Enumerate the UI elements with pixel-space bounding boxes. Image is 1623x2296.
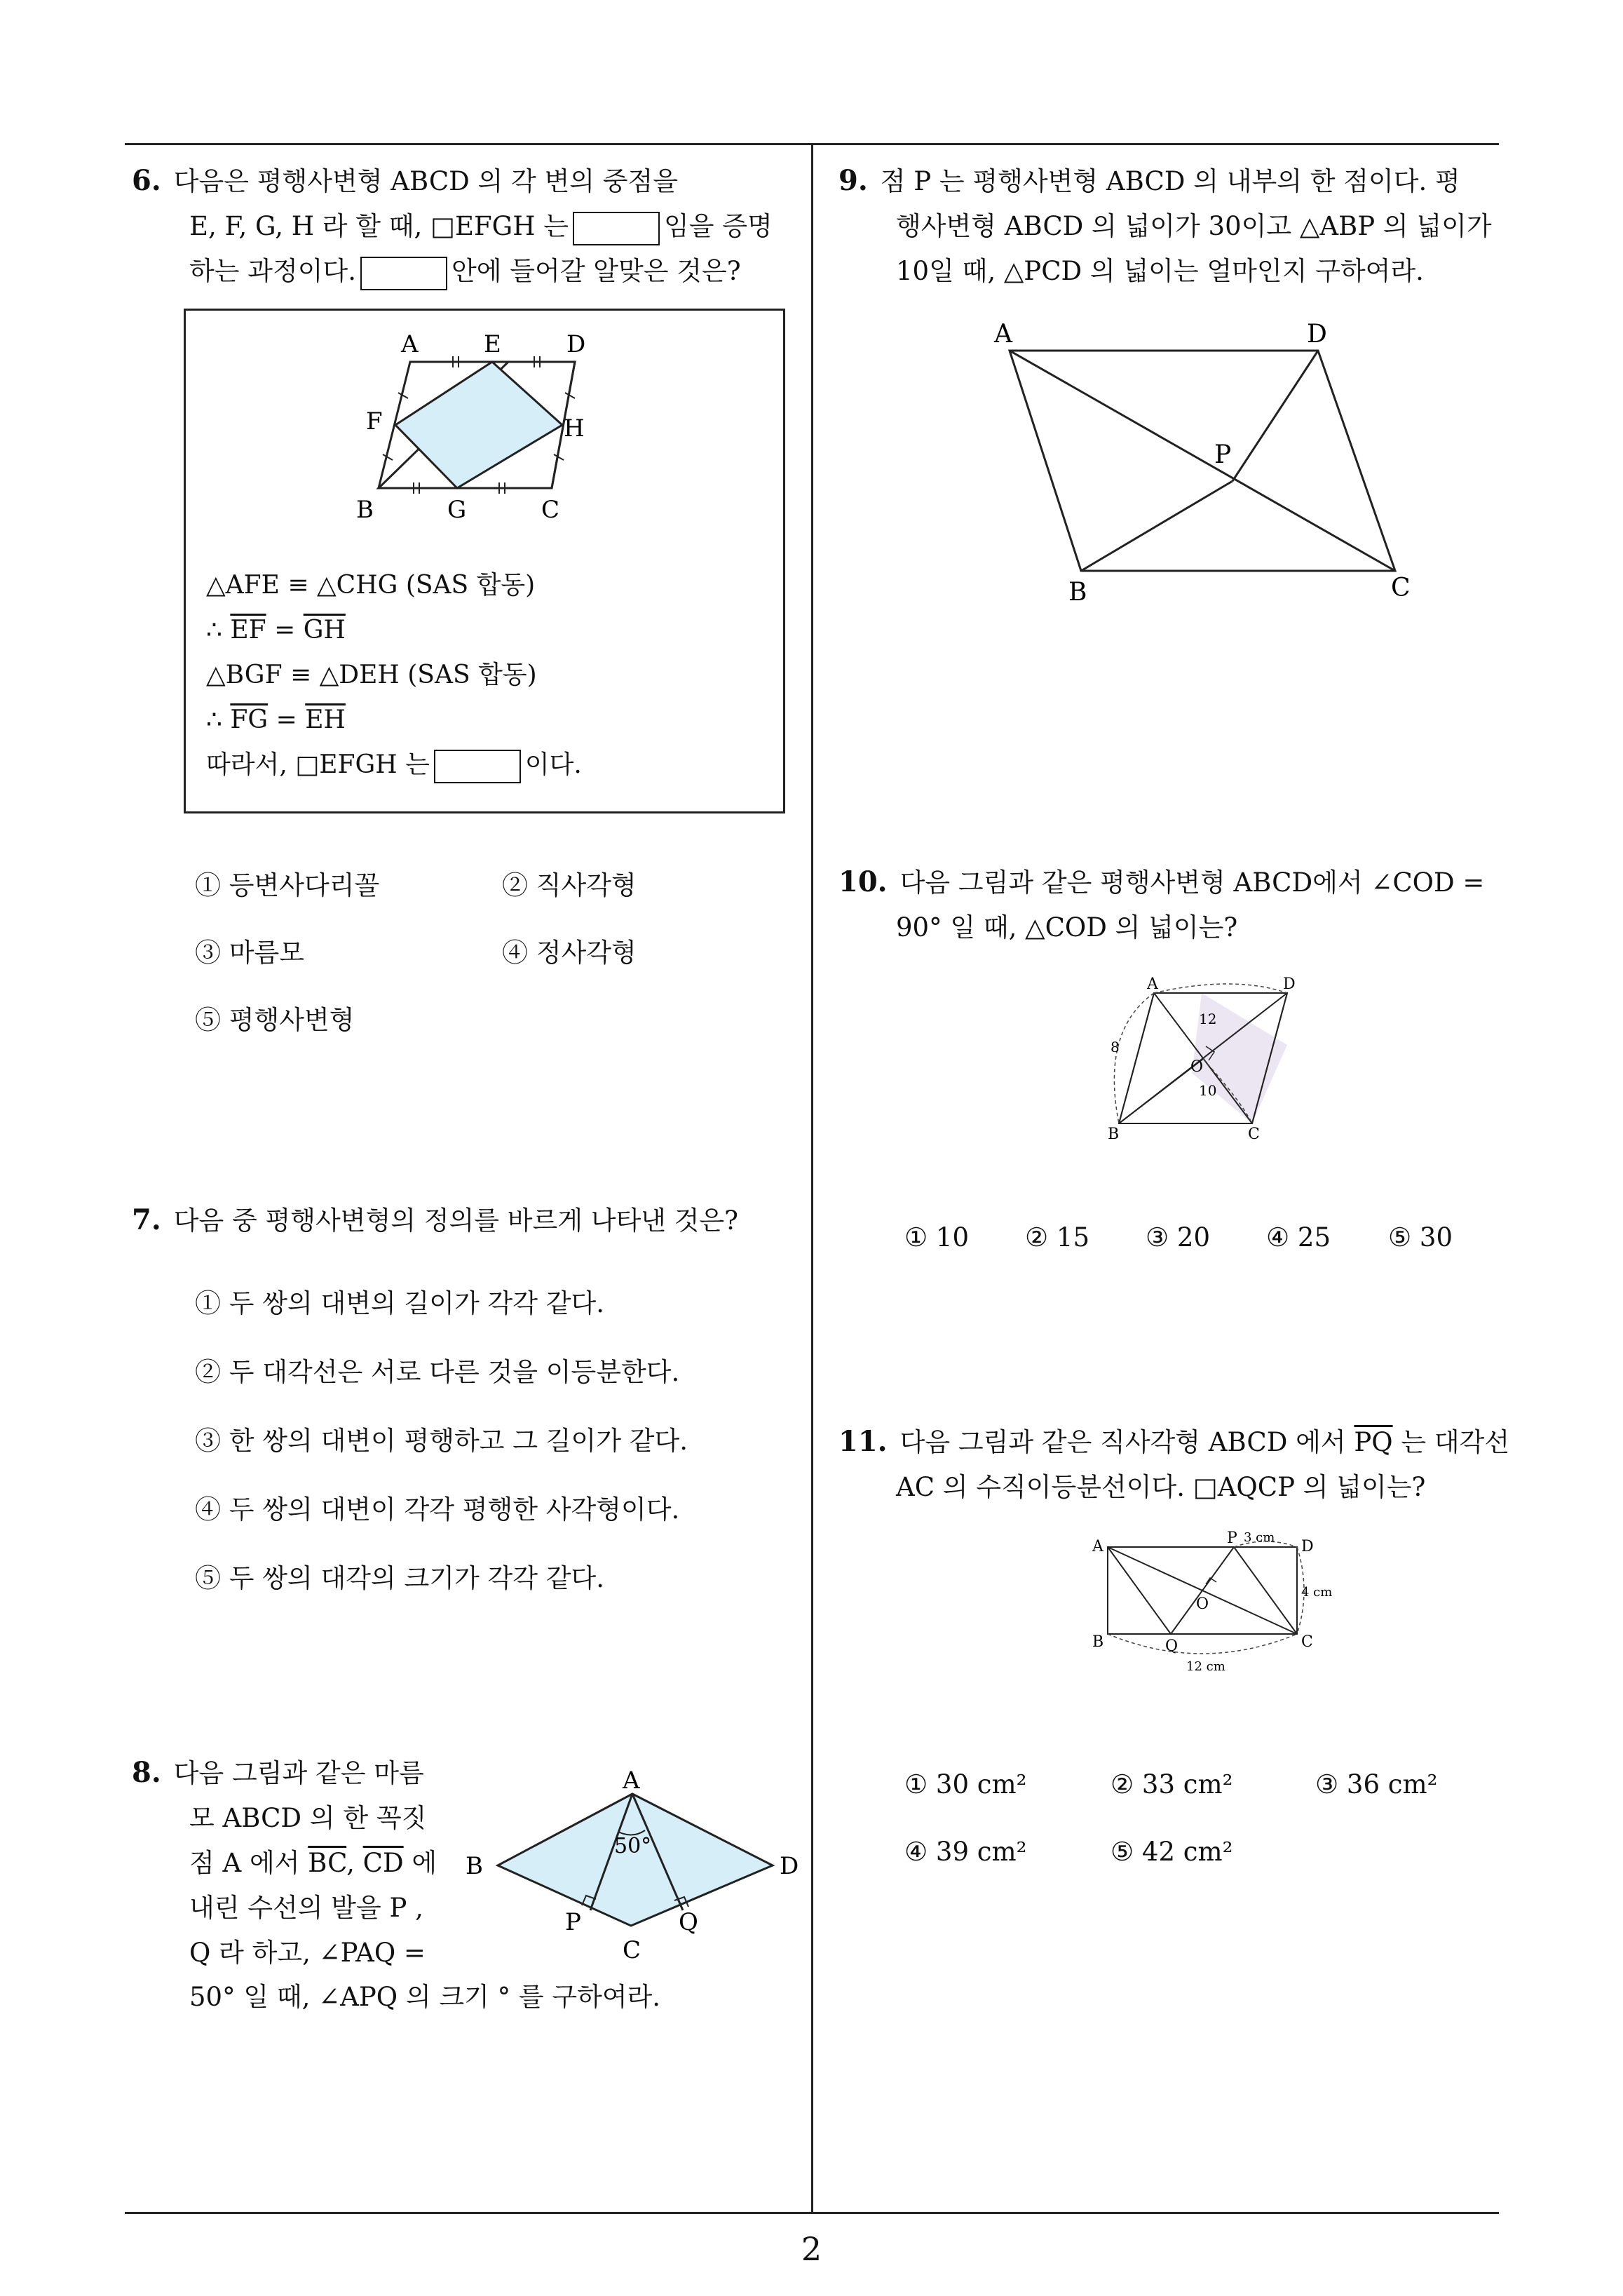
proof-line-2: ∴ $\overline{EF} = \overline{GH}$ [206,616,346,644]
label-E: E [484,330,501,358]
bottom-rule [125,2212,1499,2214]
question-number: 6. [132,164,161,197]
segment-CD: $\overline{CD}$ [362,1848,404,1878]
answer-blank [434,750,521,783]
question-text: 안에 들어갈 알맞은 것은? [451,256,741,286]
label-B: B [1108,1126,1120,1143]
question-text: 점 A 에서 [189,1848,300,1878]
rectangle-AQCP-figure [1073,1526,1339,1680]
label-F: F [366,407,383,435]
label-8: 8 [1111,1039,1120,1055]
question-11 [838,1419,1512,1510]
question-text: 10일 때, △PCD 의 넓이는 얼마인지 구하여라. [896,256,1424,286]
label-P: P [1214,440,1232,469]
q6-choice-4[interactable]: ④ 정사각형 [502,938,637,968]
q6-choice-1[interactable]: ① 등변사다리꼴 [195,870,380,900]
label-D: D [566,330,586,358]
question-text: 내린 수선의 발을 P , [189,1893,423,1923]
question-text: E, F, G, H 라 할 때, □EFGH 는 [189,211,569,241]
question-number: 10. [838,865,888,898]
question-number: 7. [132,1203,161,1236]
q7-choice-1[interactable]: ① 두 쌍의 대변의 길이가 각각 같다. [195,1288,604,1318]
label-4cm: 4 cm [1301,1585,1333,1600]
q11-choice-4[interactable]: ④ 39 cm² [904,1837,1027,1867]
label-D: D [780,1852,799,1880]
question-number: 9. [838,164,868,197]
label-Q: Q [1165,1637,1179,1655]
q11-choice-2[interactable]: ② 33 cm² [1111,1769,1233,1799]
label-Q: Q [679,1908,698,1936]
parallelogram-COD-figure [1094,968,1304,1143]
question-6 [132,158,805,294]
q10-choice-2[interactable]: ② 15 [1025,1222,1090,1252]
question-10 [838,860,1512,950]
q10-choice-1[interactable]: ① 10 [904,1222,970,1252]
q10-choice-4[interactable]: ④ 25 [1266,1222,1331,1252]
label-10: 10 [1199,1082,1217,1099]
question-text: 90° 일 때, △COD 의 넓이는? [896,912,1238,943]
question-8-last-line: 50° 일 때, ∠APQ 의 크기 ° 를 구하여라. [189,1982,661,2012]
question-text: Q 라 하고, ∠PAQ = [189,1938,426,1968]
q6-choice-2[interactable]: ② 직사각형 [502,870,637,900]
label-3cm: 3 cm [1244,1530,1275,1545]
label-B: B [1068,578,1087,607]
answer-blank [360,257,447,290]
question-text: 모 ABCD 의 한 꼭짓 [189,1803,427,1833]
q7-choice-3[interactable]: ③ 한 쌍의 대변이 평행하고 그 길이가 같다. [195,1426,688,1456]
q6-choice-5[interactable]: ⑤ 평행사변형 [195,1005,355,1035]
q7-choice-5[interactable]: ⑤ 두 쌍의 대각의 크기가 각각 같다. [195,1563,604,1593]
label-D: D [1307,320,1327,349]
label-H: H [564,414,585,443]
question-text: 다음은 평행사변형 ABCD 의 각 변의 중점을 [173,166,679,196]
question-text: 점 P 는 평행사변형 ABCD 의 내부의 한 점이다. 평 [880,166,1460,196]
parallelogram-point-P-figure [982,316,1472,617]
label-A: A [623,1767,640,1795]
segment-BC: $\overline{BC}$ [308,1848,347,1878]
label-O: O [1190,1058,1204,1076]
label-12: 12 [1199,1011,1217,1027]
label-A: A [1147,975,1158,993]
q7-choice-4[interactable]: ④ 두 쌍의 대변이 각각 평행한 사각형이다. [195,1494,680,1525]
question-text: 임을 증명 [664,211,773,241]
proof-line-1: △AFE ≡ △CHG (SAS 합동) [206,571,536,600]
proof-line-5: 따라서, □EFGH 는 이다. [206,748,582,783]
parallelogram-midpoint-figure [344,323,638,533]
question-9 [838,158,1512,294]
label-B: B [466,1852,483,1880]
label-A: A [401,330,419,358]
label-A: A [1092,1538,1103,1555]
q11-choice-3[interactable]: ③ 36 cm² [1315,1769,1438,1799]
question-text: 다음 그림과 같은 마름 [173,1758,424,1788]
label-C: C [1248,1126,1260,1143]
question-number: 11. [838,1425,888,1458]
label-A: A [994,320,1012,349]
q7-choice-2[interactable]: ② 두 대각선은 서로 다른 것을 이등분한다. [195,1357,680,1387]
question-text: 행사변형 ABCD 의 넓이가 30이고 △ABP 의 넓이가 [896,211,1492,241]
angle-label: 50° [614,1834,652,1858]
label-C: C [541,496,560,524]
label-B: B [1092,1633,1104,1651]
question-7 [132,1198,805,1243]
rhombus-figure [456,1760,820,1978]
question-number: 8. [132,1756,161,1789]
label-12cm: 12 cm [1186,1659,1225,1674]
question-text: AC 의 수직이등분선이다. □AQCP 의 넓이는? [896,1472,1426,1502]
label-D: D [1283,975,1296,993]
label-P: P [565,1908,581,1936]
proof-line-4: ∴ $\overline{FG} = \overline{EH}$ [206,705,346,734]
label-C: C [623,1936,641,1964]
question-text: , [346,1848,355,1878]
label-O: O [1196,1595,1209,1613]
q10-choice-5[interactable]: ⑤ 30 [1388,1222,1453,1252]
label-P: P [1227,1529,1237,1547]
q11-choice-5[interactable]: ⑤ 42 cm² [1111,1837,1233,1867]
label-C: C [1301,1633,1313,1651]
question-text: 에 [412,1848,437,1878]
label-C: C [1391,574,1411,602]
question-text: 다음 그림과 같은 직사각형 ABCD 에서 [899,1427,1346,1457]
answer-blank [573,212,660,245]
label-B: B [356,496,374,524]
q11-choice-1[interactable]: ① 30 cm² [904,1769,1027,1799]
question-text: 하는 과정이다. [189,256,356,286]
q6-choice-3[interactable]: ③ 마름모 [195,938,304,968]
question-text: 는 대각선 [1401,1427,1510,1457]
proof-line-3: △BGF ≡ △DEH (SAS 합동) [206,661,537,689]
label-D: D [1301,1538,1314,1555]
label-G: G [447,496,467,524]
page-number: 2 [801,2230,822,2268]
q10-choice-3[interactable]: ③ 20 [1146,1222,1211,1252]
question-text: 다음 그림과 같은 평행사변형 ABCD에서 ∠COD = [899,867,1485,898]
segment-PQ: $\overline{PQ}$ [1354,1427,1393,1457]
question-text: 다음 중 평행사변형의 정의를 바르게 나타낸 것은? [173,1206,739,1236]
